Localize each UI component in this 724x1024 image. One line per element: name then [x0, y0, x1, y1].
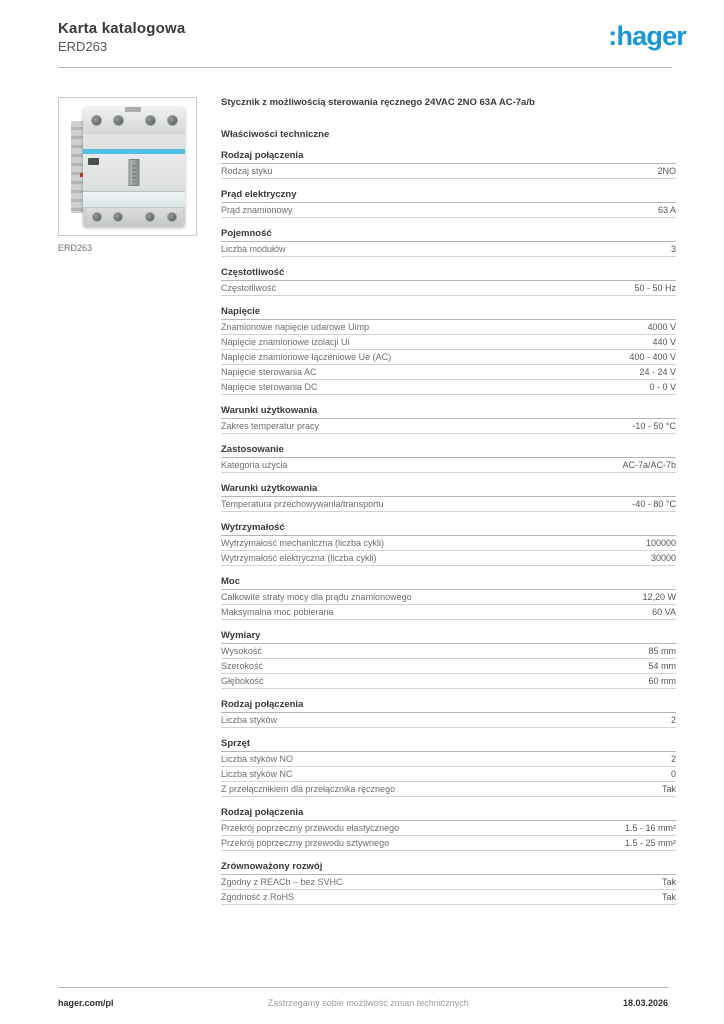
section-title: Prąd elektryczny	[221, 189, 676, 203]
spec-label: Liczba modułów	[221, 244, 286, 254]
product-image-caption: ERD263	[58, 243, 93, 253]
manual-switch-lever	[129, 159, 140, 186]
spec-value: 0	[670, 769, 676, 779]
spec-row	[221, 458, 676, 473]
section-title: Wymiary	[221, 630, 676, 644]
spec-value: 100000	[645, 538, 676, 548]
spec-row	[221, 605, 676, 620]
spec-label: Napięcie znamionowe izolacji Ui	[221, 337, 350, 347]
spec-label: Liczba styków NC	[221, 769, 293, 779]
bottom-terminal-block	[87, 208, 183, 227]
section-title: Warunki użytkowania	[221, 405, 676, 419]
spec-label: Przekrój poprzeczny przewodu sztywnego	[221, 838, 390, 848]
spec-label: Zgodność z RoHS	[221, 892, 295, 902]
terminal-screw-icon	[167, 115, 178, 126]
footer-website: hager.com/pl	[58, 998, 114, 1008]
spec-column	[221, 97, 676, 905]
spec-value: 3	[670, 244, 676, 254]
section-title: Warunki użytkowania	[221, 483, 676, 497]
spec-row	[221, 242, 676, 257]
spec-label: Znamionowe napięcie udarowe Uimp	[221, 322, 370, 332]
spec-label: Zakres temperatur pracy	[221, 421, 320, 431]
spec-value: 24 - 24 V	[639, 367, 676, 377]
section-title: Pojemność	[221, 228, 676, 242]
spec-section	[221, 150, 676, 179]
spec-section	[221, 189, 676, 218]
spec-value: 85 mm	[648, 646, 676, 656]
section-title: Zrównoważony rozwój	[221, 861, 676, 875]
spec-section	[221, 807, 676, 851]
spec-label: Maksymalna moc pobierana	[221, 607, 334, 617]
section-title: Rodzaj połączenia	[221, 150, 676, 164]
spec-label: Wytrzymałość mechaniczna (liczba cykli)	[221, 538, 384, 548]
section-title: Napięcie	[221, 306, 676, 320]
spec-row	[221, 890, 676, 905]
terminal-screw-icon	[145, 115, 156, 126]
spec-value: 60 VA	[652, 607, 676, 617]
spec-row	[221, 497, 676, 512]
spec-label: Liczba styków	[221, 715, 278, 725]
product-reference: ERD263	[58, 39, 108, 54]
spec-value: Tak	[661, 784, 676, 794]
spec-section	[221, 405, 676, 434]
contactor-illustration	[71, 107, 185, 227]
spec-label: Głębokość	[221, 676, 264, 686]
spec-sections	[221, 150, 676, 905]
section-title: Wytrzymałość	[221, 522, 676, 536]
spec-value: 1.5 - 25 mm²	[624, 838, 676, 848]
spec-row	[221, 551, 676, 566]
spec-label: Rodzaj styku	[221, 166, 273, 176]
spec-row	[221, 752, 676, 767]
spec-section	[221, 738, 676, 797]
spec-row	[221, 350, 676, 365]
spec-section	[221, 444, 676, 473]
spec-value: AC-7a/AC-7b	[622, 460, 676, 470]
spec-label: Wytrzymałość elektryczna (liczba cykli)	[221, 553, 377, 563]
hager-logo: :hager	[608, 21, 686, 51]
spec-row	[221, 380, 676, 395]
section-title: Rodzaj połączenia	[221, 699, 676, 713]
spec-value: 60 mm	[648, 676, 676, 686]
spec-value: 4000 V	[647, 322, 676, 332]
spec-section	[221, 522, 676, 566]
spec-row	[221, 419, 676, 434]
terminal-screw-icon	[113, 212, 123, 222]
spec-section	[221, 228, 676, 257]
section-title: Rodzaj połączenia	[221, 807, 676, 821]
terminal-screw-icon	[92, 212, 102, 222]
spec-row	[221, 782, 676, 797]
section-title: Częstotliwość	[221, 267, 676, 281]
spec-row	[221, 713, 676, 728]
section-title: Sprzęt	[221, 738, 676, 752]
spec-value: 2NO	[657, 166, 676, 176]
spec-row	[221, 590, 676, 605]
spec-row	[221, 821, 676, 836]
spec-value: 1.5 - 16 mm²	[624, 823, 676, 833]
spec-row	[221, 203, 676, 218]
footer-divider	[58, 987, 668, 988]
spec-row	[221, 644, 676, 659]
status-indicator-dot	[80, 173, 83, 177]
spec-row	[221, 659, 676, 674]
mount-tab	[125, 107, 141, 112]
spec-label: Wysokość	[221, 646, 262, 656]
product-image	[58, 97, 197, 236]
device-front-face	[83, 154, 185, 191]
spec-section	[221, 483, 676, 512]
spec-value: Tak	[661, 892, 676, 902]
spec-label: Zgodny z REACh – bez SVHC	[221, 877, 343, 887]
spec-row	[221, 836, 676, 851]
spec-value: 50 - 50 Hz	[634, 283, 676, 293]
spec-section	[221, 861, 676, 905]
document-title: Karta katalogowa	[58, 20, 186, 37]
terminal-screw-icon	[145, 212, 155, 222]
spec-label: Częstotliwość	[221, 283, 277, 293]
terminal-screw-icon	[167, 212, 177, 222]
spec-row	[221, 875, 676, 890]
spec-row	[221, 320, 676, 335]
section-title: Moc	[221, 576, 676, 590]
spec-value: 54 mm	[648, 661, 676, 671]
section-title: Zastosowanie	[221, 444, 676, 458]
spec-label: Prąd znamionowy	[221, 205, 293, 215]
spec-label: Napięcie sterowania DC	[221, 382, 318, 392]
spec-section	[221, 267, 676, 296]
header-divider	[58, 67, 672, 68]
tech-properties-heading: Właściwości techniczne	[221, 129, 330, 140]
spec-section	[221, 306, 676, 395]
spec-value: 2	[670, 715, 676, 725]
footer-disclaimer: Zastrzegamy sobie możliwość zmian technicznych	[267, 998, 469, 1008]
spec-label: Szerokość	[221, 661, 264, 671]
spec-row	[221, 335, 676, 350]
spec-label: Temperatura przechowywania/transportu	[221, 499, 384, 509]
spec-label: Liczba styków NO	[221, 754, 294, 764]
spec-label: Przekrój poprzeczny przewodu elastycznego	[221, 823, 400, 833]
spec-section	[221, 699, 676, 728]
spec-value: -40 - 80 °C	[632, 499, 676, 509]
spec-row	[221, 281, 676, 296]
product-description: Stycznik z możliwością sterowania ręcznego 24VAC 2NO 63A AC-7a/b	[221, 97, 535, 108]
top-terminal-block	[83, 107, 185, 134]
spec-section	[221, 630, 676, 689]
spec-value: 30000	[650, 553, 676, 563]
spec-label: Kategoria użycia	[221, 460, 288, 470]
spec-row	[221, 767, 676, 782]
spec-value: 12,20 W	[642, 592, 676, 602]
spec-row	[221, 365, 676, 380]
spec-value: 0 - 0 V	[649, 382, 676, 392]
spec-value: 2	[670, 754, 676, 764]
spec-label: Napięcie sterowania AC	[221, 367, 317, 377]
terminal-screw-icon	[91, 115, 102, 126]
spec-row	[221, 536, 676, 551]
footer-date: 18.03.2026	[622, 998, 668, 1008]
spec-value: 63 A	[657, 205, 676, 215]
spec-value: 400 - 400 V	[629, 352, 676, 362]
label-window	[83, 191, 185, 208]
spec-value: Tak	[661, 877, 676, 887]
device-marking	[88, 158, 99, 165]
spec-value: -10 - 50 °C	[632, 421, 676, 431]
footer	[58, 998, 668, 1008]
spec-row	[221, 674, 676, 689]
terminal-screw-icon	[113, 115, 124, 126]
spec-section	[221, 576, 676, 620]
spec-value: 440 V	[652, 337, 676, 347]
spec-row	[221, 164, 676, 179]
spec-label: Całkowite straty mocy dla prądu znamionowego	[221, 592, 412, 602]
spec-label: Napięcie znamionowe łączeniowe Ue (AC)	[221, 352, 392, 362]
spec-label: Z przełącznikiem dla przełącznika ręcznego	[221, 784, 396, 794]
